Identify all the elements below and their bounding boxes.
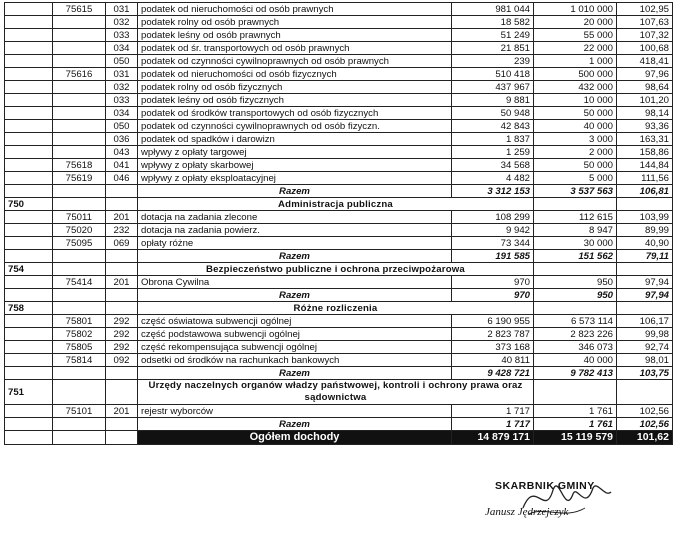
chapter-cell: 75801 — [53, 315, 106, 328]
division-cell — [5, 315, 53, 328]
subtotal-execution: 151 562 — [534, 250, 617, 263]
table-row — [5, 276, 673, 289]
grand-total-plan: 14 879 171 — [452, 431, 534, 445]
item-name-cell: podatek od śr. transportowych od osób prawnych — [138, 42, 452, 55]
paragraph-cell: 201 — [106, 405, 138, 418]
plan-cell: 239 — [452, 55, 534, 68]
execution-cell: 8 947 — [534, 224, 617, 237]
paragraph-cell: 232 — [106, 224, 138, 237]
plan-cell: 9 942 — [452, 224, 534, 237]
plan-cell: 437 967 — [452, 81, 534, 94]
item-name-cell: wpływy z opłaty targowej — [138, 146, 452, 159]
division-code: 754 — [5, 263, 53, 276]
paragraph-cell: 034 — [106, 107, 138, 120]
division-cell — [5, 250, 53, 263]
chapter-cell — [53, 289, 106, 302]
division-cell — [5, 237, 53, 250]
execution-cell: 432 000 — [534, 81, 617, 94]
subtotal-label: Razem — [138, 367, 452, 380]
chapter-cell: 75020 — [53, 224, 106, 237]
paragraph-cell — [106, 431, 138, 445]
chapter-cell — [53, 185, 106, 198]
chapter-cell: 75011 — [53, 211, 106, 224]
signature-block — [475, 468, 665, 528]
percent-cell: 163,31 — [617, 133, 673, 146]
division-cell — [5, 289, 53, 302]
table-row — [5, 94, 673, 107]
execution-cell: 50 000 — [534, 159, 617, 172]
percent-cell: 111,56 — [617, 172, 673, 185]
paragraph-cell: 036 — [106, 133, 138, 146]
section-title: Administracja publiczna — [138, 198, 534, 211]
table-row — [5, 42, 673, 55]
chapter-cell — [53, 16, 106, 29]
plan-cell: 4 482 — [452, 172, 534, 185]
plan-cell: 42 843 — [452, 120, 534, 133]
grand-total-execution: 15 119 579 — [534, 431, 617, 445]
chapter-cell — [53, 431, 106, 445]
division-cell — [5, 224, 53, 237]
execution-cell: 950 — [534, 276, 617, 289]
chapter-cell — [53, 418, 106, 431]
section-header-row — [5, 198, 673, 211]
item-name-cell: podatek rolny od osób prawnych — [138, 16, 452, 29]
grand-total-label: Ogółem dochody — [138, 431, 452, 445]
item-name-cell: opłaty różne — [138, 237, 452, 250]
table-row — [5, 81, 673, 94]
division-cell — [5, 29, 53, 42]
chapter-cell: 75095 — [53, 237, 106, 250]
subtotal-label: Razem — [138, 250, 452, 263]
paragraph-cell — [106, 289, 138, 302]
item-name-cell: podatek od czynności cywilnoprawnych od osób fizyczn. — [138, 120, 452, 133]
division-code: 758 — [5, 302, 53, 315]
plan-cell: 510 418 — [452, 68, 534, 81]
paragraph-cell: 041 — [106, 159, 138, 172]
chapter-cell: 75101 — [53, 405, 106, 418]
subtotal-percent: 97,94 — [617, 289, 673, 302]
plan-cell: 1 717 — [452, 405, 534, 418]
item-name-cell: część podstawowa subwencji ogólnej — [138, 328, 452, 341]
table-row — [5, 315, 673, 328]
plan-cell: 21 851 — [452, 42, 534, 55]
division-cell — [5, 42, 53, 55]
item-name-cell: podatek rolny od osób fizycznych — [138, 81, 452, 94]
percent-cell: 92,74 — [617, 341, 673, 354]
paragraph-cell — [106, 418, 138, 431]
chapter-cell: 75618 — [53, 159, 106, 172]
division-cell — [5, 159, 53, 172]
section-header-row — [5, 263, 673, 276]
chapter-cell — [53, 380, 106, 405]
chapter-cell — [53, 29, 106, 42]
plan-cell: 970 — [452, 276, 534, 289]
execution-cell — [534, 198, 617, 211]
subtotal-row — [5, 289, 673, 302]
division-cell — [5, 94, 53, 107]
table-row — [5, 3, 673, 16]
division-cell — [5, 211, 53, 224]
plan-cell: 51 249 — [452, 29, 534, 42]
section-title: Urzędy naczelnych organów władzy państwowej, kontroli i ochrony prawa oraz sądownictwa — [138, 380, 534, 405]
plan-cell: 1 259 — [452, 146, 534, 159]
chapter-cell — [53, 133, 106, 146]
execution-cell: 40 000 — [534, 354, 617, 367]
percent-cell: 107,63 — [617, 16, 673, 29]
subtotal-row — [5, 250, 673, 263]
paragraph-cell — [106, 263, 138, 276]
percent-cell: 98,64 — [617, 81, 673, 94]
table-row — [5, 211, 673, 224]
execution-cell — [534, 302, 617, 315]
plan-cell: 9 881 — [452, 94, 534, 107]
item-name-cell: podatek od środków transportowych od osób fizycznych — [138, 107, 452, 120]
paragraph-cell: 292 — [106, 328, 138, 341]
table-row — [5, 328, 673, 341]
table-row — [5, 405, 673, 418]
chapter-cell — [53, 42, 106, 55]
subtotal-execution: 1 761 — [534, 418, 617, 431]
subtotal-plan: 1 717 — [452, 418, 534, 431]
paragraph-cell: 031 — [106, 3, 138, 16]
chapter-cell — [53, 198, 106, 211]
paragraph-cell: 031 — [106, 68, 138, 81]
table-row — [5, 120, 673, 133]
chapter-cell: 75802 — [53, 328, 106, 341]
section-header-row — [5, 380, 673, 405]
subtotal-execution: 950 — [534, 289, 617, 302]
grand-total-percent: 101,62 — [617, 431, 673, 445]
division-cell — [5, 68, 53, 81]
execution-cell: 30 000 — [534, 237, 617, 250]
table-row — [5, 354, 673, 367]
chapter-cell — [53, 81, 106, 94]
section-title: Różne rozliczenia — [138, 302, 534, 315]
percent-cell: 89,99 — [617, 224, 673, 237]
plan-cell: 108 299 — [452, 211, 534, 224]
percent-cell: 100,68 — [617, 42, 673, 55]
percent-cell — [617, 380, 673, 405]
percent-cell: 99,98 — [617, 328, 673, 341]
paragraph-cell — [106, 302, 138, 315]
division-code: 751 — [5, 380, 53, 405]
subtotal-percent: 79,11 — [617, 250, 673, 263]
table-row — [5, 224, 673, 237]
percent-cell: 40,90 — [617, 237, 673, 250]
percent-cell: 98,14 — [617, 107, 673, 120]
subtotal-row — [5, 367, 673, 380]
execution-cell: 55 000 — [534, 29, 617, 42]
chapter-cell — [53, 146, 106, 159]
division-cell — [5, 120, 53, 133]
division-cell — [5, 81, 53, 94]
item-name-cell: odsetki od środków na rachunkach bankowych — [138, 354, 452, 367]
subtotal-plan: 970 — [452, 289, 534, 302]
paragraph-cell: 046 — [106, 172, 138, 185]
division-cell — [5, 276, 53, 289]
paragraph-cell: 050 — [106, 120, 138, 133]
paragraph-cell: 201 — [106, 211, 138, 224]
percent-cell: 106,17 — [617, 315, 673, 328]
item-name-cell: Obrona Cywilna — [138, 276, 452, 289]
handwritten-signature — [515, 468, 615, 528]
execution-cell: 112 615 — [534, 211, 617, 224]
paragraph-cell — [106, 198, 138, 211]
division-cell — [5, 367, 53, 380]
chapter-cell — [53, 120, 106, 133]
plan-cell: 373 168 — [452, 341, 534, 354]
item-name-cell: podatek leśny od osób prawnych — [138, 29, 452, 42]
subtotal-label: Razem — [138, 185, 452, 198]
division-cell — [5, 328, 53, 341]
percent-cell: 107,32 — [617, 29, 673, 42]
execution-cell: 2 823 226 — [534, 328, 617, 341]
percent-cell — [617, 198, 673, 211]
budget-table-body — [5, 3, 673, 445]
percent-cell: 97,96 — [617, 68, 673, 81]
chapter-cell — [53, 302, 106, 315]
subtotal-percent: 102,56 — [617, 418, 673, 431]
percent-cell: 102,95 — [617, 3, 673, 16]
percent-cell: 158,86 — [617, 146, 673, 159]
division-code: 750 — [5, 198, 53, 211]
execution-cell — [534, 380, 617, 405]
percent-cell: 418,41 — [617, 55, 673, 68]
subtotal-row — [5, 418, 673, 431]
execution-cell: 1 000 — [534, 55, 617, 68]
execution-cell: 5 000 — [534, 172, 617, 185]
division-cell — [5, 405, 53, 418]
item-name-cell: wpływy z opłaty eksploatacyjnej — [138, 172, 452, 185]
table-row — [5, 172, 673, 185]
plan-cell: 2 823 787 — [452, 328, 534, 341]
item-name-cell: podatek od nieruchomości od osób prawnych — [138, 3, 452, 16]
paragraph-cell: 033 — [106, 94, 138, 107]
division-cell — [5, 354, 53, 367]
plan-cell: 6 190 955 — [452, 315, 534, 328]
item-name-cell: część rekompensująca subwencji ogólnej — [138, 341, 452, 354]
division-cell — [5, 341, 53, 354]
item-name-cell: podatek od nieruchomości od osób fizycznych — [138, 68, 452, 81]
percent-cell: 98,01 — [617, 354, 673, 367]
division-cell — [5, 185, 53, 198]
chapter-cell: 75414 — [53, 276, 106, 289]
percent-cell — [617, 302, 673, 315]
execution-cell: 50 000 — [534, 107, 617, 120]
execution-cell: 500 000 — [534, 68, 617, 81]
division-cell — [5, 3, 53, 16]
budget-table — [4, 2, 673, 445]
paragraph-cell: 069 — [106, 237, 138, 250]
plan-cell: 18 582 — [452, 16, 534, 29]
item-name-cell: część oświatowa subwencji ogólnej — [138, 315, 452, 328]
execution-cell: 20 000 — [534, 16, 617, 29]
subtotal-execution: 9 782 413 — [534, 367, 617, 380]
section-title: Bezpieczeństwo publiczne i ochrona przeciwpożarowa — [138, 263, 534, 276]
division-cell — [5, 16, 53, 29]
subtotal-row — [5, 185, 673, 198]
subtotal-execution: 3 537 563 — [534, 185, 617, 198]
percent-cell: 144,84 — [617, 159, 673, 172]
paragraph-cell — [106, 380, 138, 405]
plan-cell: 1 837 — [452, 133, 534, 146]
chapter-cell — [53, 250, 106, 263]
table-row — [5, 133, 673, 146]
percent-cell — [617, 263, 673, 276]
item-name-cell: podatek leśny od osób fizycznych — [138, 94, 452, 107]
chapter-cell — [53, 263, 106, 276]
chapter-cell — [53, 107, 106, 120]
paragraph-cell: 201 — [106, 276, 138, 289]
subtotal-percent: 103,75 — [617, 367, 673, 380]
execution-cell: 2 000 — [534, 146, 617, 159]
item-name-cell: dotacja na zadania zlecone — [138, 211, 452, 224]
item-name-cell: podatek od spadków i darowizn — [138, 133, 452, 146]
division-cell — [5, 133, 53, 146]
chapter-cell: 75814 — [53, 354, 106, 367]
paragraph-cell: 043 — [106, 146, 138, 159]
chapter-cell — [53, 94, 106, 107]
paragraph-cell: 292 — [106, 315, 138, 328]
percent-cell: 103,99 — [617, 211, 673, 224]
division-cell — [5, 55, 53, 68]
paragraph-cell: 034 — [106, 42, 138, 55]
execution-cell: 1 761 — [534, 405, 617, 418]
plan-cell: 40 811 — [452, 354, 534, 367]
percent-cell: 97,94 — [617, 276, 673, 289]
chapter-cell: 75805 — [53, 341, 106, 354]
execution-cell: 1 010 000 — [534, 3, 617, 16]
table-row — [5, 16, 673, 29]
subtotal-plan: 191 585 — [452, 250, 534, 263]
chapter-cell — [53, 367, 106, 380]
subtotal-label: Razem — [138, 289, 452, 302]
chapter-cell: 75619 — [53, 172, 106, 185]
chapter-cell: 75615 — [53, 3, 106, 16]
paragraph-cell — [106, 250, 138, 263]
item-name-cell: wpływy z opłaty skarbowej — [138, 159, 452, 172]
execution-cell: 10 000 — [534, 94, 617, 107]
execution-cell: 40 000 — [534, 120, 617, 133]
plan-cell: 50 948 — [452, 107, 534, 120]
item-name-cell: podatek od czynności cywilnoprawnych od osób prawnych — [138, 55, 452, 68]
paragraph-cell: 032 — [106, 81, 138, 94]
percent-cell: 93,36 — [617, 120, 673, 133]
signature-name: Janusz Jędrzejczyk — [485, 506, 569, 518]
paragraph-cell: 092 — [106, 354, 138, 367]
item-name-cell: dotacja na zadania powierz. — [138, 224, 452, 237]
division-cell — [5, 172, 53, 185]
execution-cell: 22 000 — [534, 42, 617, 55]
subtotal-plan: 3 312 153 — [452, 185, 534, 198]
subtotal-percent: 106,81 — [617, 185, 673, 198]
signature-title: SKARBNIK GMINY — [495, 480, 595, 492]
percent-cell: 101,20 — [617, 94, 673, 107]
table-row — [5, 146, 673, 159]
paragraph-cell: 033 — [106, 29, 138, 42]
paragraph-cell: 292 — [106, 341, 138, 354]
subtotal-plan: 9 428 721 — [452, 367, 534, 380]
execution-cell: 346 073 — [534, 341, 617, 354]
execution-cell — [534, 263, 617, 276]
paragraph-cell: 050 — [106, 55, 138, 68]
plan-cell: 73 344 — [452, 237, 534, 250]
table-row — [5, 68, 673, 81]
table-row — [5, 341, 673, 354]
chapter-cell — [53, 55, 106, 68]
paragraph-cell — [106, 367, 138, 380]
plan-cell: 981 044 — [452, 3, 534, 16]
table-row — [5, 237, 673, 250]
execution-cell: 3 000 — [534, 133, 617, 146]
division-cell — [5, 418, 53, 431]
table-row — [5, 29, 673, 42]
section-header-row — [5, 302, 673, 315]
division-cell — [5, 431, 53, 445]
percent-cell: 102,56 — [617, 405, 673, 418]
paragraph-cell: 032 — [106, 16, 138, 29]
division-cell — [5, 146, 53, 159]
grand-total-row — [5, 431, 673, 445]
chapter-cell: 75616 — [53, 68, 106, 81]
item-name-cell: rejestr wyborców — [138, 405, 452, 418]
table-row — [5, 159, 673, 172]
execution-cell: 6 573 114 — [534, 315, 617, 328]
table-row — [5, 107, 673, 120]
subtotal-label: Razem — [138, 418, 452, 431]
division-cell — [5, 107, 53, 120]
plan-cell: 34 568 — [452, 159, 534, 172]
paragraph-cell — [106, 185, 138, 198]
table-row — [5, 55, 673, 68]
